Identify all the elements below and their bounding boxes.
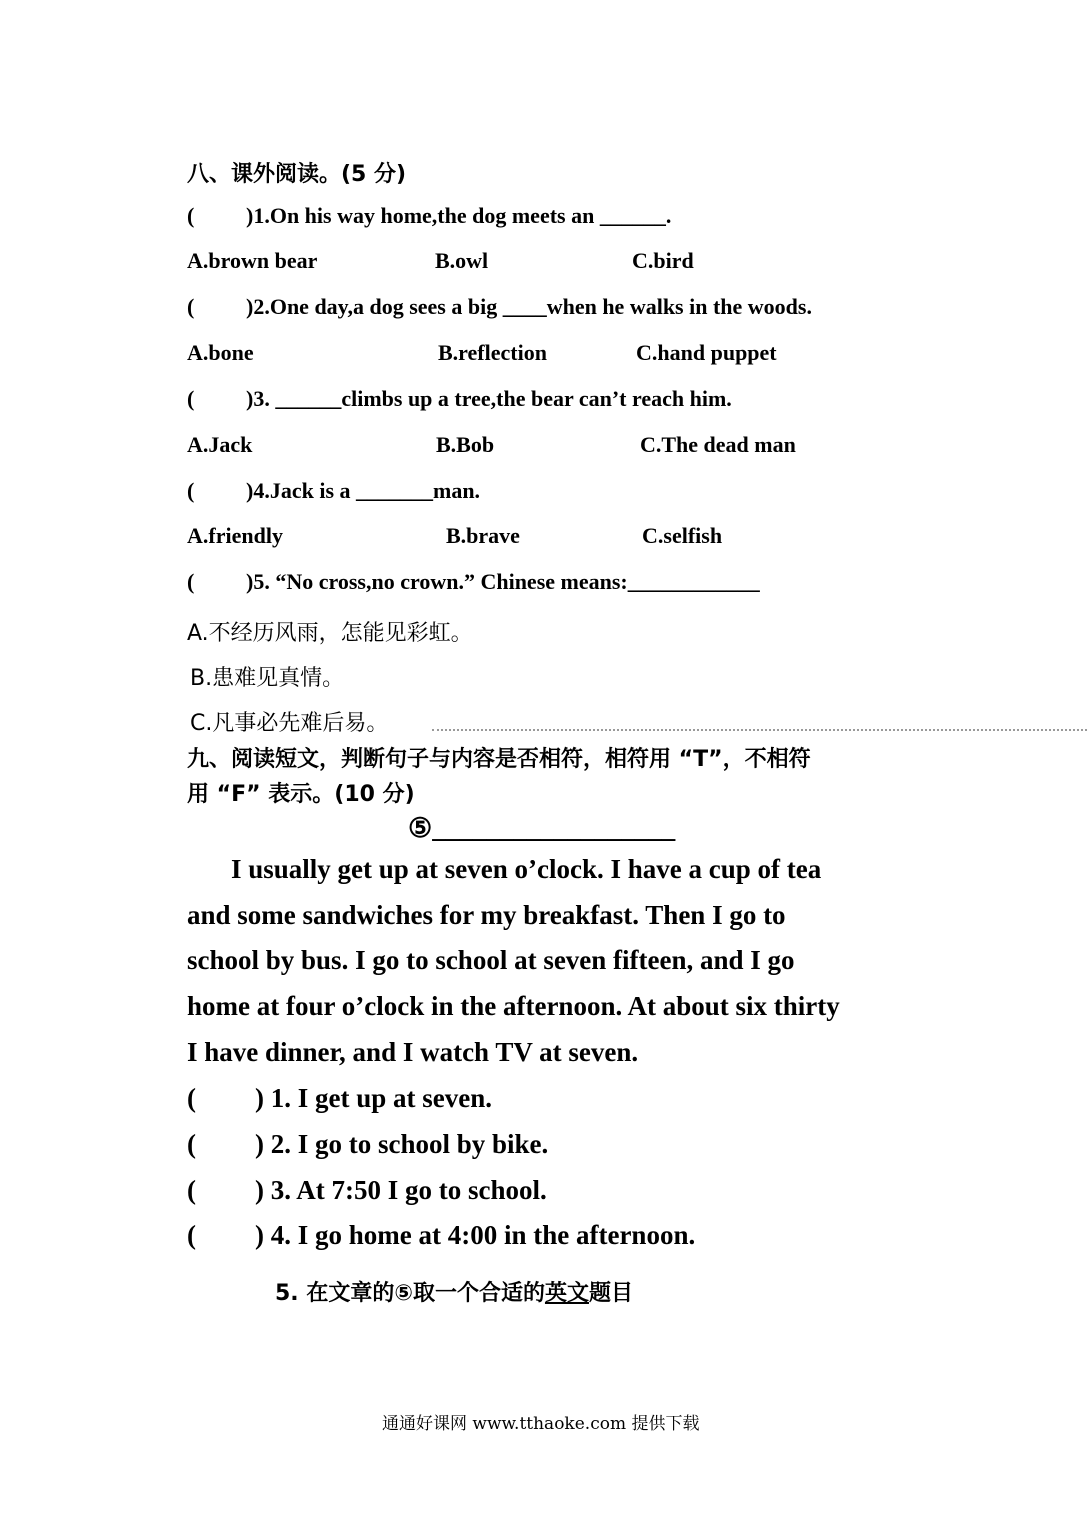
question-5-option-c: C.凡事必先难后易。 — [190, 711, 389, 736]
passage-line-5: I have dinner, and I watch TV at seven. — [187, 1037, 639, 1067]
option-c: C.hand puppet — [636, 340, 777, 365]
statement-1-paren: ( — [187, 1083, 196, 1113]
question-2-stem: )2.One day,a dog sees a big ____when he walks in the woods. — [246, 294, 812, 319]
question-4-stem: )4.Jack is a _______man. — [246, 478, 481, 503]
question-4-paren: ( — [187, 478, 195, 503]
passage-line-3: school by bus. I go to school at seven fifteen, and I go — [187, 945, 795, 975]
statement-2-paren: ( — [187, 1129, 196, 1159]
statement-2: ) 2. I go to school by bike. — [255, 1129, 549, 1159]
prompt-underlined: 英文 — [544, 1281, 589, 1306]
section-8-heading: 八、课外阅读。(5 分) — [187, 162, 407, 187]
option-c: C.The dead man — [640, 432, 796, 457]
option-a: A.bone — [187, 340, 254, 365]
passage-line-2: and some sandwiches for my breakfast. Then I go to — [187, 900, 786, 930]
option-a: A.friendly — [187, 523, 283, 548]
passage-line-1: I usually get up at seven o’clock. I have a cup of tea — [231, 854, 822, 884]
question-1-stem: )1.On his way home,the dog meets an ______. — [246, 203, 672, 228]
passage-title-blank: ⑤__________________ — [408, 813, 676, 843]
section-9-heading-line-2: 用 “F” 表示。(10 分) — [187, 782, 415, 807]
dotted-separator — [432, 729, 1087, 731]
option-b: B.Bob — [436, 432, 495, 457]
statement-3: ) 3. At 7:50 I go to school. — [255, 1175, 547, 1205]
question-5-option-a: A.不经历风雨，怎能见彩虹。 — [187, 621, 473, 646]
question-3-stem: )3. ______climbs up a tree,the bear can’t reach him. — [246, 386, 732, 411]
statement-4-paren: ( — [187, 1220, 196, 1250]
option-b: B.reflection — [438, 340, 547, 365]
prompt-suffix: 题目 — [588, 1281, 633, 1306]
page-footer: 通通好课网 www.tthaoke.com 提供下载 — [382, 1414, 700, 1434]
option-b: B.owl — [435, 248, 489, 273]
question-5-title-prompt — [275, 1276, 633, 1307]
question-5-option-b: B.患难见真情。 — [190, 666, 345, 691]
statement-1: ) 1. I get up at seven. — [255, 1083, 492, 1113]
option-a: A.Jack — [187, 432, 253, 457]
option-c: C.bird — [632, 248, 694, 273]
question-5-paren: ( — [187, 569, 195, 594]
question-3-paren: ( — [187, 386, 195, 411]
statement-4: ) 4. I go home at 4:00 in the afternoon. — [255, 1220, 696, 1250]
question-5-stem: )5. “No cross,no crown.” Chinese means:____________ — [246, 569, 760, 594]
question-1-paren: ( — [187, 203, 195, 228]
section-9-heading-line-1: 九、阅读短文，判断句子与内容是否相符，相符用 “T”，不相符 — [187, 747, 811, 772]
option-c: C.selfish — [642, 523, 723, 548]
question-2-paren: ( — [187, 294, 195, 319]
passage-line-4: home at four o’clock in the afternoon. At about six thirty — [187, 991, 840, 1021]
option-a: A.brown bear — [187, 248, 318, 273]
option-b: B.brave — [446, 523, 520, 548]
statement-3-paren: ( — [187, 1175, 196, 1205]
prompt-prefix: 5. 在文章的⑤取一个合适的 — [275, 1281, 545, 1306]
